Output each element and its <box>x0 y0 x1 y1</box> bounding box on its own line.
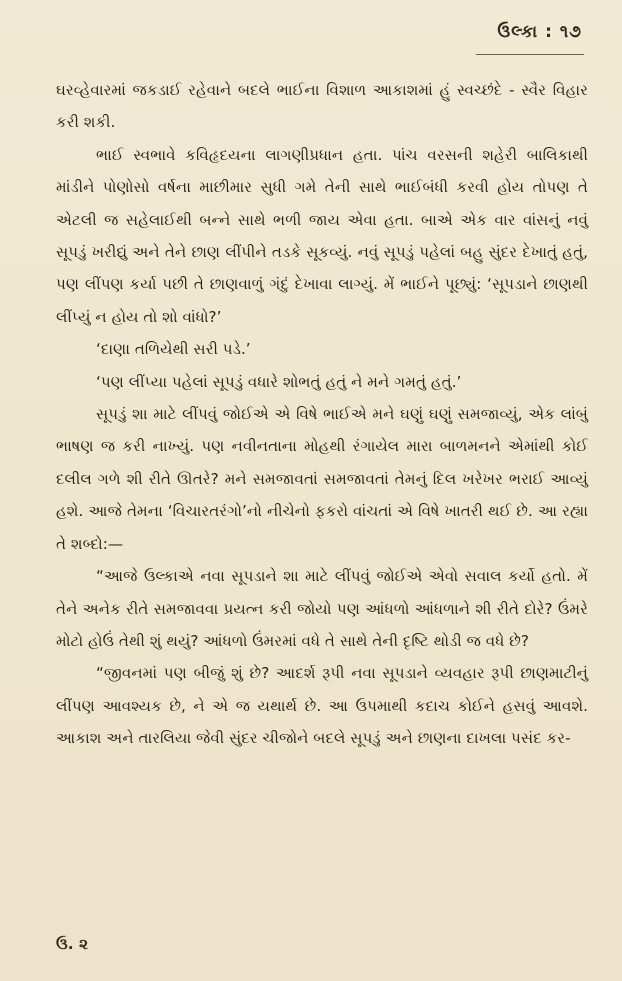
quoted-paragraph: “આજે ઉલ્કાએ નવા સૂપડાને શા માટે લીંપવું જોઈએ એવો સવાલ કર્યો હતો. મેં તેને અનેક રીતે સમજાવવા પ્રયત્ન કરી જોયો પણ આંધળો આંધળાને શી રીતે દોરે? ઉંમરે મોટો હોઉં તેથી શું થયું? આંધળો ઉંમરમાં વધે તે સાથે તેની દૃષ્ટિ થોડી જ વધે છે? <box>56 567 588 650</box>
paragraph: સૂપડું શા માટે લીંપવું જોઈએ એ વિષે ભાઈએ મને ઘણું ઘણું સમજાવ્યું, એક લાંબું ભાષણ જ કરી નાખ્યું. પણ નવીનતાના મોહથી રંગાયેલ મારા બાળમનને એમાંથી કોઈ દલીલ ગળે શી રીતે ઊતરે? મને સમજાવતાં સમજાવતાં તેમનું દિલ ખરેખર ભરાઈ આવ્યું હશે. આજે તેમના ‘વિચારતરંગો’નો નીચેનો ફકરો વાંચતાં એ વિષે ખાતરી થઈ છે. આ રહ્યા તે શબ્દો:— <box>56 405 588 553</box>
dialogue-line: ‘પણ લીંપ્યા પહેલાં સૂપડું વધારે શોભતું હતું ને મને ગમતું હતું.’ <box>96 372 462 391</box>
paragraph: ભાઈ સ્વભાવે કવિહૃદયના લાગણીપ્રધાન હતા. પાંચ વરસની શહેરી બાલિકાથી માંડીને પોણોસો વર્ષના માછીમાર સુધી ગમે તેની સાથે ભાઈબંધી કરવી હોય તોપણ તે એટલી જ સહેલાઈથી બન્ને સાથે ભળી જાય એવા હતા. બાએ એક વાર વાંસનું નવું સૂપડું ખરીદ્યું અને તેને છાણ લીંપીને તડકે સૂકવ્યું. નવું સૂપડું પહેલાં બહુ સુંદર દેખાતું હતું, પણ લીંપણ કર્યા પછી તે છાણવાળું ગંદું દેખાવા લાગ્યું. મેં ભાઈને પૂછ્યું: ‘સૂપડાને છાણથી લીંપ્યું ન હોય તો શો વાંધો?’ <box>56 145 588 326</box>
paragraph-continued: ઘરવ્હેવારમાં જકડાઈ રહેવાને બદલે ભાઈના વિશાળ આકાશમાં હું સ્વચ્છંદે - સ્વૈર વિહાર કરી શકી. <box>56 81 588 132</box>
body-text <box>56 74 588 755</box>
dialogue-line: ‘દાણા તળિયેથી સરી પડે.’ <box>96 340 251 359</box>
signature-mark: ઉ. ૨ <box>56 935 89 953</box>
header-rule <box>476 54 584 55</box>
running-head: ઉલ્કા : ૧૭ <box>497 22 582 42</box>
quoted-paragraph: “જીવનમાં પણ બીજું શું છે? આદર્શ રૂપી નવા સૂપડાને વ્યવહાર રૂપી છાણમાટીનું લીંપણ આવશ્યક છે, ને એ જ યથાર્થ છે. આ ઉપમાથી કદાચ કોઈને હસવું આવશે. આકાશ અને તારલિયા જેવી સુંદર ચીજોને બદલે સૂપડું અને છાણના દાખલા પસંદ કર- <box>56 664 589 748</box>
